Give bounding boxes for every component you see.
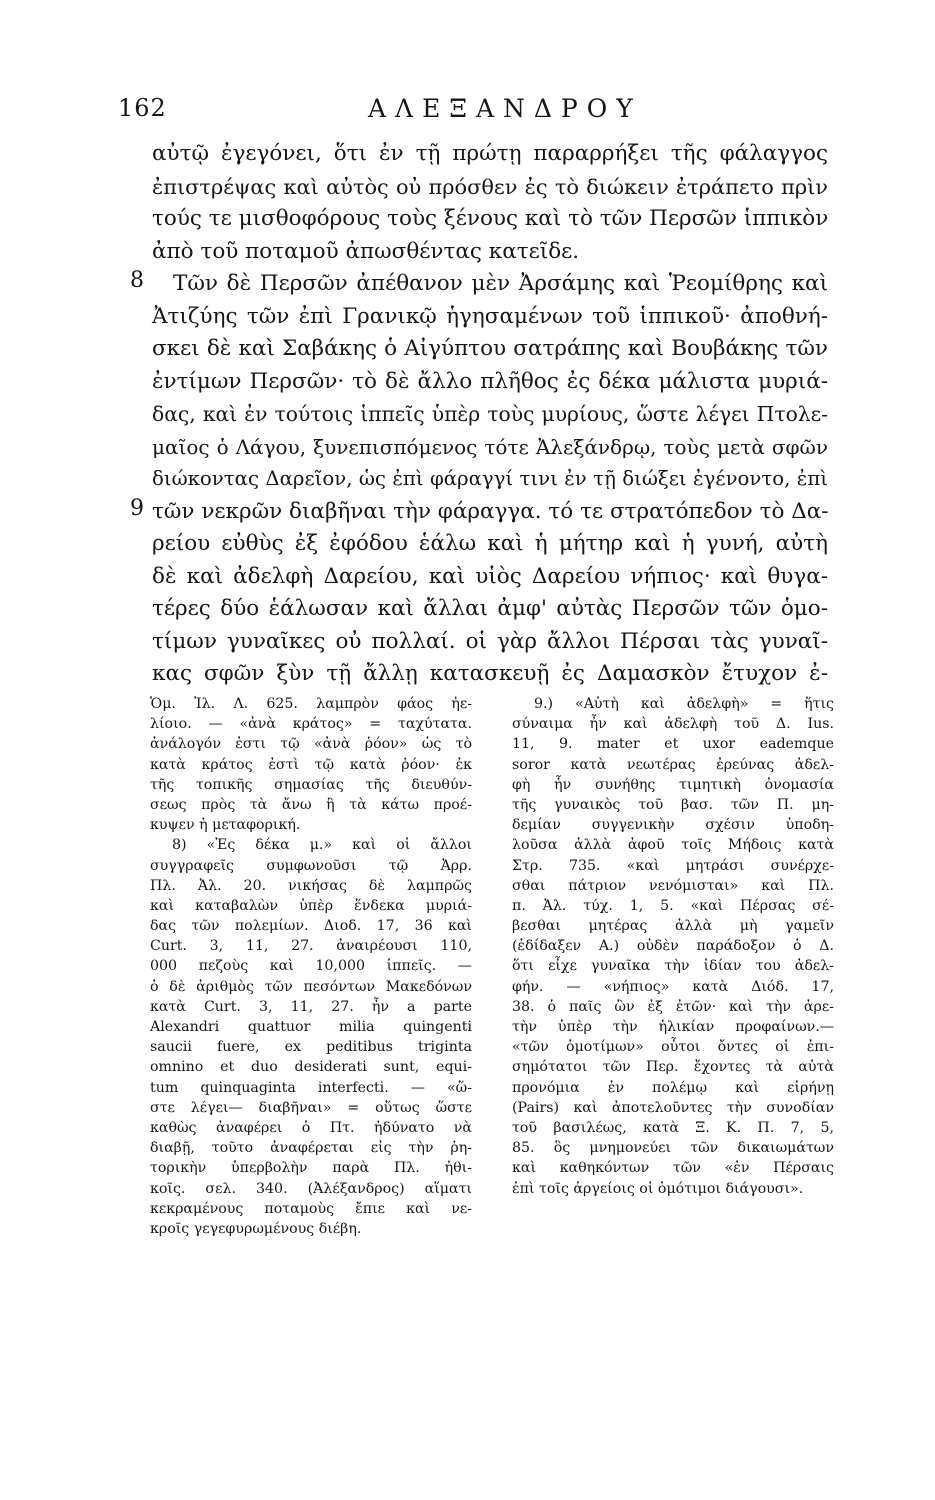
note-line: δεμίαν συγγενικὴν σχέσιν ὑποδη-: [512, 817, 834, 834]
text-line: δὲ καὶ ἀδελφὴ Δαρείου, καὶ υἱὸς Δαρείου νήπιος· καὶ θυγα-: [152, 563, 828, 589]
note-line: φὴ ἦν συνήθης τιμητικὴ ὀνομασία: [512, 776, 834, 793]
note-line: καθὼς ἀναφέρει ὁ Πτ. ἠδύνατο νὰ: [150, 1119, 472, 1136]
section-8-start: [118, 268, 828, 301]
note-line: λίοιο. — «ἀνὰ κράτος» = ταχύτατα.: [150, 716, 472, 733]
note-line: κοῖς. σελ. 340. (Ἀλέξανδρος) αἵματι: [150, 1180, 472, 1197]
section-number: 8: [130, 268, 144, 293]
note-line: (Pairs) καὶ ἀποτελοῦντες τὴν συνοδίαν: [512, 1099, 834, 1116]
note-line: 8) «Ἐς δέκα μ.» καὶ οἱ ἄλλοι: [172, 837, 472, 854]
note-line: κατὰ Curt. 3, 11, 27. ἦν a parte: [150, 998, 472, 1015]
note-line: 9.) «Αὐτὴ καὶ ἀδελφὴ» = ἥτις: [534, 696, 834, 712]
page-header: [118, 94, 828, 124]
text-line: τέρες δύο ἑάλωσαν καὶ ἄλλαι ἀμφ' αὐτὰς Περσῶν τῶν ὁμο-: [152, 596, 828, 621]
note-line: tum quinquaginta interfecti. — «ὥ-: [150, 1079, 472, 1096]
note-line: Curt. 3, 11, 27. ἀναιρέουσι 110,: [150, 938, 472, 955]
note-line: τορικὴν ὑπερβολὴν παρὰ Πλ. ἠθι-: [150, 1160, 472, 1177]
note-line: 11, 9. mater et uxor eademque: [512, 736, 834, 753]
note-line: Ὁμ. Ἰλ. Λ. 625. λαμπρὸν φάος ἠε-: [150, 696, 472, 712]
note-line: τῆς γυναικὸς τοῦ βασ. τῶν Π. μη-: [512, 796, 834, 813]
text-line: τίμων γυναῖκες οὐ πολλαί. οἱ γὰρ ἄλλοι Πέρσαι τὰς γυναῖ-: [152, 628, 828, 654]
note-line: τοῦ βασιλέως, κατὰ Ξ. Κ. Π. 7, 5,: [512, 1119, 834, 1136]
section-9-start: [118, 496, 828, 529]
footnotes-right-column: [512, 694, 834, 1199]
note-line: π. Ἀλ. τύχ. 1, 5. «καὶ Πέρσας σέ-: [512, 897, 834, 914]
note-line: καὶ καθηκόντων τῶν «ἐν Πέρσαις: [512, 1160, 834, 1177]
page-number: 162: [118, 94, 167, 122]
note-line: δας τῶν πολεμίων. Διοδ. 17, 36 καὶ: [150, 918, 472, 935]
note-line: saucii fuere, ex peditibus triginta: [150, 1039, 472, 1056]
note-line: φήν. — «νήπιος» κατὰ Διόδ. 17,: [512, 978, 834, 995]
text-line: σκει δὲ καὶ Σαβάκης ὁ Αἰγύπτου σατράπης καὶ Βουβάκης τῶν: [152, 336, 828, 361]
note-line: soror κατὰ νεωτέρας ἐρεύνας ἀδελ-: [512, 756, 834, 773]
main-text: [118, 138, 828, 691]
note-line: (ἐδίδαξεν Α.) οὐδὲν παράδοξον ὁ Δ.: [512, 938, 834, 955]
text-line: μαῖος ὁ Λάγου, ξυνεπισπόμενος τότε Ἀλεξάνδρῳ, τοὺς μετὰ σφῶν: [152, 434, 828, 459]
footnotes-left-column: [150, 694, 472, 1239]
text-line: ρείου εὐθὺς ἐξ ἐφόδου ἑάλω καὶ ἡ μήτηρ καὶ ἡ γυνή, αὐτὴ: [152, 531, 828, 556]
text-line: Τῶν δὲ Περσῶν ἀπέθανον μὲν Ἀρσάμης καὶ Ῥεομίθρης καὶ: [173, 271, 828, 296]
text-line: ἀπὸ τοῦ ποταμοῦ ἀπωσθέντας κατεῖδε.: [152, 238, 580, 264]
text-line: τῶν νεκρῶν διαβῆναι τὴν φάραγγα. τό τε στρατόπεδον τὸ Δα-: [152, 498, 829, 524]
note-line: λοῦσα ἀλλὰ ἀφοῦ τοῖς Μήδοις κατὰ: [512, 837, 834, 854]
note-line: omnino et duo desiderati sunt, equi-: [150, 1059, 472, 1076]
note-line: σθαι πάτριον νενόμισται» καὶ Πλ.: [512, 877, 834, 894]
note-line: διαβῇ, τοῦτο ἀναφέρεται εἰς τὴν ῥη-: [150, 1140, 472, 1157]
note-line: στε λέγει— διαβῆναι» = οὕτως ὥστε: [150, 1099, 472, 1116]
note-line: ὁ δὲ ἀριθμὸς τῶν πεσόντων Μακεδόνων: [150, 978, 472, 995]
note-line: 38. ὁ παῖς ὢν ἐξ ἐτῶν· καὶ τὴν ἀρε-: [512, 998, 834, 1015]
note-line: συγγραφεῖς συμφωνοῦσι τῷ Ἀρρ.: [150, 857, 472, 874]
note-line: 85. ὃς μνημονεύει τῶν δικαιωμάτων: [512, 1140, 834, 1157]
note-line: σύναιμα ἦν καὶ ἀδελφὴ τοῦ Δ. Ius.: [512, 716, 834, 733]
note-line: κυψεν ἡ μεταφορική.: [150, 817, 301, 834]
text-line: αὐτῷ ἐγεγόνει, ὅτι ἐν τῇ πρώτῃ παραρρήξει τῆς φάλαγγος: [152, 141, 828, 166]
note-line: κροῖς γεγεφυρωμένους διέβη.: [150, 1220, 362, 1237]
note-line: ἐπὶ τοῖς ἀργείοις οἱ ὁμότιμοι διάγουσι».: [512, 1180, 804, 1197]
text-line: τούς τε μισθοφόρους τοὺς ξένους καὶ τὸ τῶν Περσῶν ἱππικὸν: [152, 206, 829, 231]
text-line: κας σφῶν ξὺν τῇ ἄλλῃ κατασκευῇ ἐς Δαμασκὸν ἔτυχον ἐ-: [152, 661, 828, 686]
section-number: 9: [130, 495, 144, 521]
text-line: δας, καὶ ἐν τούτοις ἱππεῖς ὑπὲρ τοὺς μυρίους, ὥστε λέγει Πτολε-: [152, 402, 828, 426]
note-line: τῆς τοπικῆς σημασίας τῆς διευθύν-: [150, 776, 472, 793]
text-line: ἐπιστρέψας καὶ αὐτὸς οὐ πρόσθεν ἐς τὸ διώκειν ἐτράπετο πρὶν: [152, 174, 828, 199]
note-line: προνόμια ἐν πολέμῳ καὶ εἰρήνῃ: [512, 1079, 834, 1096]
running-title: ΑΛΕΞΑΝΔΡΟΥ: [368, 94, 642, 123]
note-line: τὴν ὑπὲρ τὴν ἡλικίαν προφαίνων.—: [512, 1019, 834, 1035]
note-line: καὶ καταβαλὼν ὑπὲρ ἕνδεκα μυριά-: [150, 897, 472, 914]
text-line: Ἀτιζύης τῶν ἐπὶ Γρανικῷ ἡγησαμένων τοῦ ἱππικοῦ· ἀποθνή-: [152, 303, 828, 329]
note-line: 000 πεζοὺς καὶ 10,000 ἱππεῖς. —: [150, 958, 472, 975]
note-line: «τῶν ὁμοτίμων» οὗτοι ὄντες οἱ ἐπι-: [512, 1039, 834, 1056]
note-line: Στρ. 735. «καὶ μητράσι συνέρχε-: [512, 857, 834, 874]
note-line: Πλ. Ἀλ. 20. νικήσας δὲ λαμπρῶς: [150, 877, 472, 894]
note-line: Alexandri quattuor milia quingenti: [150, 1019, 472, 1035]
note-line: βεσθαι μητέρας ἀλλὰ μὴ γαμεῖν: [512, 918, 834, 935]
note-line: σεως πρὸς τὰ ἄνω ἢ τὰ κάτω προέ-: [150, 796, 472, 813]
note-line: κατὰ κράτος ἐστὶ τῷ κατὰ ῥόον· ἐκ: [150, 756, 472, 773]
text-line: διώκοντας Δαρεῖον, ὡς ἐπὶ φάραγγί τινι ἐν τῇ διώξει ἐγένοντο, ἐπὶ: [152, 467, 828, 490]
note-line: κεκραμένους ποταμοὺς ἔπιε καὶ νε-: [150, 1200, 472, 1217]
note-line: ἀνάλογόν ἐστι τῷ «ἀνὰ ῥόον» ὡς τὸ: [150, 736, 472, 753]
text-line: ἐντίμων Περσῶν· τὸ δὲ ἄλλο πλῆθος ἐς δέκα μάλιστα μυριά-: [152, 368, 828, 394]
note-line: ὅτι εἶχε γυναῖκα τὴν ἰδίαν του ἀδελ-: [512, 958, 834, 975]
note-line: σημότατοι τῶν Περ. ἔχοντες τὰ αὐτὰ: [512, 1059, 834, 1076]
